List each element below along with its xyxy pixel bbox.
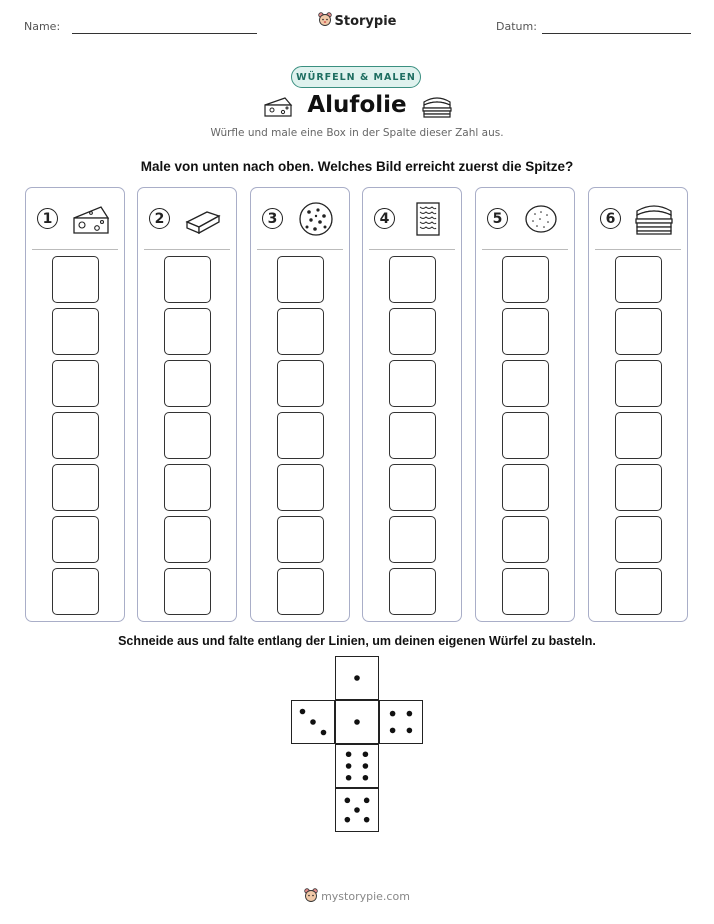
- category-badge: WÜRFELN & MALEN: [291, 66, 421, 88]
- column-divider: [144, 249, 230, 250]
- color-box[interactable]: [502, 412, 549, 459]
- color-box[interactable]: [502, 516, 549, 563]
- column-number: 3: [262, 208, 283, 229]
- footer-url[interactable]: mystorypie.com: [321, 890, 410, 903]
- storypie-footer-icon: [304, 888, 318, 906]
- color-box[interactable]: [277, 360, 324, 407]
- column-number: 5: [487, 208, 508, 229]
- footer: [0, 888, 714, 906]
- color-box[interactable]: [52, 516, 99, 563]
- date-line[interactable]: [542, 33, 691, 34]
- column-number: 2: [149, 208, 170, 229]
- color-box[interactable]: [502, 256, 549, 303]
- dice-face-1: [335, 700, 379, 744]
- color-box[interactable]: [164, 568, 211, 615]
- grated-cheese-icon: [408, 200, 448, 238]
- column-1: [25, 187, 125, 622]
- brand-name: Storypie: [334, 14, 397, 29]
- color-box[interactable]: [389, 412, 436, 459]
- color-box[interactable]: [52, 412, 99, 459]
- cut-instruction: Schneide aus und falte entlang der Linien, um deinen eigenen Würfel zu basteln.: [118, 634, 596, 648]
- column-divider: [369, 249, 455, 250]
- subtitle: Würfle und male eine Box in der Spalte dieser Zahl aus.: [210, 127, 504, 139]
- color-box[interactable]: [615, 464, 662, 511]
- color-box[interactable]: [502, 308, 549, 355]
- column-2: [137, 187, 237, 622]
- color-box[interactable]: [277, 464, 324, 511]
- color-box[interactable]: [615, 308, 662, 355]
- color-box[interactable]: [277, 516, 324, 563]
- sandwich-icon: [634, 200, 674, 238]
- column-divider: [32, 249, 118, 250]
- dice-face-5: [335, 788, 379, 832]
- dice-face-6: [335, 744, 379, 788]
- page-title: Alufolie: [307, 92, 407, 118]
- column-5: [475, 187, 575, 622]
- color-box[interactable]: [389, 464, 436, 511]
- color-box[interactable]: [164, 464, 211, 511]
- color-box[interactable]: [389, 568, 436, 615]
- color-box[interactable]: [615, 516, 662, 563]
- column-divider: [482, 249, 568, 250]
- cookie-icon: [296, 200, 336, 238]
- color-box[interactable]: [164, 516, 211, 563]
- color-box[interactable]: [615, 568, 662, 615]
- color-box[interactable]: [164, 360, 211, 407]
- column-number: 1: [37, 208, 58, 229]
- color-box[interactable]: [389, 360, 436, 407]
- column-divider: [595, 249, 681, 250]
- color-box[interactable]: [164, 308, 211, 355]
- color-box[interactable]: [164, 256, 211, 303]
- brand: [0, 12, 714, 31]
- color-box[interactable]: [52, 308, 99, 355]
- color-box[interactable]: [277, 256, 324, 303]
- name-line[interactable]: [72, 33, 257, 34]
- color-box[interactable]: [502, 568, 549, 615]
- column-6: [588, 187, 688, 622]
- storypie-logo-icon: [318, 12, 332, 31]
- color-box[interactable]: [52, 568, 99, 615]
- color-box[interactable]: [615, 256, 662, 303]
- dice-face-1: [335, 656, 379, 700]
- color-box[interactable]: [277, 412, 324, 459]
- color-box[interactable]: [277, 308, 324, 355]
- column-4: [362, 187, 462, 622]
- bread-roll-icon: [521, 200, 561, 238]
- column-number: 4: [374, 208, 395, 229]
- color-box[interactable]: [277, 568, 324, 615]
- column-divider: [257, 249, 343, 250]
- color-box[interactable]: [615, 360, 662, 407]
- color-box[interactable]: [389, 308, 436, 355]
- color-box[interactable]: [502, 360, 549, 407]
- cheese-icon: [71, 200, 111, 238]
- color-box[interactable]: [52, 464, 99, 511]
- color-box[interactable]: [389, 256, 436, 303]
- date-label: Datum:: [496, 20, 537, 33]
- instruction: Male von unten nach oben. Welches Bild erreicht zuerst die Spitze?: [140, 159, 574, 174]
- name-label: Name:: [24, 20, 61, 33]
- color-box[interactable]: [615, 412, 662, 459]
- color-box[interactable]: [502, 464, 549, 511]
- sandwich-title-icon: [421, 94, 453, 124]
- color-box[interactable]: [52, 256, 99, 303]
- column-number: 6: [600, 208, 621, 229]
- color-box[interactable]: [52, 360, 99, 407]
- dice-face-3: [291, 700, 335, 744]
- dice-face-4: [379, 700, 423, 744]
- color-box[interactable]: [389, 516, 436, 563]
- color-box[interactable]: [164, 412, 211, 459]
- butter-icon: [183, 200, 223, 238]
- column-3: [250, 187, 350, 622]
